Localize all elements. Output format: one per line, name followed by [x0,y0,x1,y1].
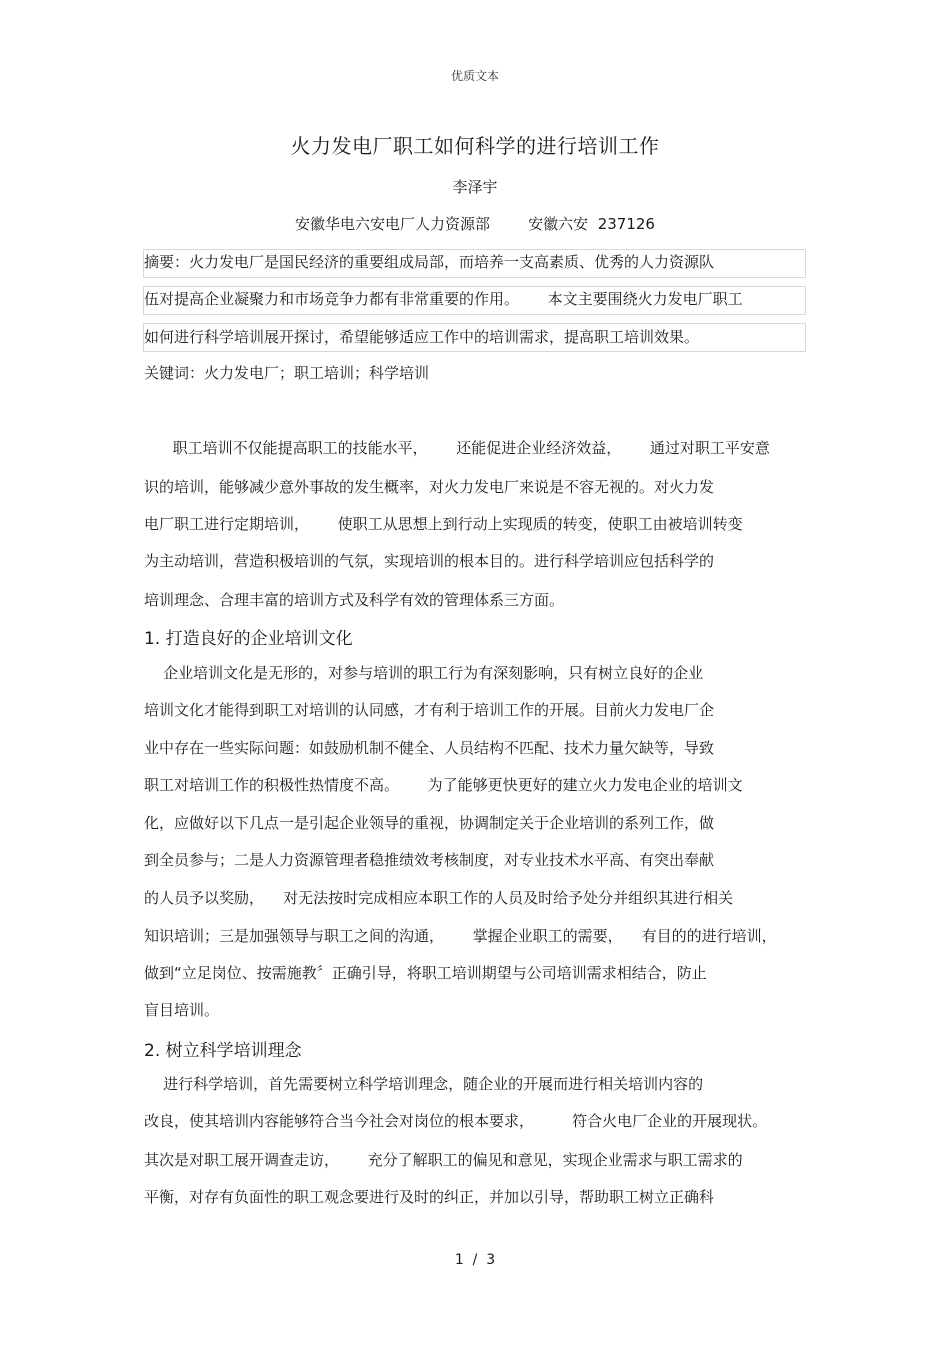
body-line: 其次是对职工展开调查走访， 充分了解职工的偏见和意见，实现企业需求与职工需求的 [144,1151,743,1169]
abstract-line: 如何进行科学培训展开探讨，希望能够适应工作中的培训需求，提高职工培训效果。 [144,328,700,346]
keywords: 关键词：火力发电厂；职工培训；科学培训 [144,364,430,382]
body-line: 改良，使其培训内容能够符合当今社会对岗位的根本要求， 符合火电厂企业的开展现状。 [144,1112,768,1130]
body-line: 职工培训不仅能提高职工的技能水平， 还能促进企业经济效益， 通过对职工平安意 [144,439,770,457]
author-name: 李泽宇 [452,178,498,196]
author-affiliation: 安徽华电六安电厂人力资源部 安徽六安 237126 [295,215,655,233]
body-line: 电厂职工进行定期培训， 使职工从思想上到行动上实现质的转变，使职工由被培训转变 [144,515,743,533]
body-line: 到全员参与；二是人力资源管理者稳推绩效考核制度，对专业技术水平高、有突出奉献 [144,851,715,869]
abstract-line: 摘要：火力发电厂是国民经济的重要组成局部，而培养一支高素质、优秀的人力资源队 [144,253,715,271]
document-title: 火力发电厂职工如何科学的进行培训工作 [290,134,660,158]
body-line: 识的培训，能够减少意外事故的发生概率，对火力发电厂来说是不容无视的。对火力发 [144,478,715,496]
body-line: 化，应做好以下几点一是引起企业领导的重视，协调制定关于企业培训的系列工作，做 [144,814,715,832]
body-line: 培训理念、合理丰富的培训方式及科学有效的管理体系三方面。 [144,591,565,609]
body-line: 的人员予以奖励， 对无法按时完成相应本职工作的人员及时给予处分并组织其进行相关 [144,889,734,907]
body-line: 业中存在一些实际问题：如鼓励机制不健全、人员结构不匹配、技术力量欠缺等，导致 [144,739,715,757]
page-header: 优质文本 [450,69,499,83]
section-heading: 1. 打造良好的企业培训文化 [144,629,353,649]
body-line: 知识培训；三是加强领导与职工之间的沟通， 掌握企业职工的需要， 有目的的进行培训， [144,927,777,945]
body-line: 职工对培训工作的积极性热情度不高。 为了能够更快更好的建立火力发电企业的培训文 [144,776,743,794]
abstract-line: 伍对提高企业凝聚力和市场竞争力都有非常重要的作用。 本文主要围绕火力发电厂职工 [144,290,743,308]
body-line: 进行科学培训，首先需要树立科学培训理念，随企业的开展而进行相关培训内容的 [144,1075,704,1093]
body-line: 做到“立足岗位、按需施教〞正确引导，将职工培训期望与公司培训需求相结合，防止 [144,964,707,982]
body-line: 培训文化才能得到职工对培训的认同感，才有利于培训工作的开展。目前火力发电厂企 [144,701,715,719]
body-line: 为主动培训，营造积极培训的气氛，实现培训的根本目的。进行科学培训应包括科学的 [144,552,715,570]
page-number: 1 / 3 [454,1252,496,1268]
section-heading: 2. 树立科学培训理念 [144,1041,302,1061]
body-line: 盲目培训。 [144,1001,220,1019]
body-line: 平衡，对存有负面性的职工观念要进行及时的纠正，并加以引导，帮助职工树立正确科 [144,1188,715,1206]
body-line: 企业培训文化是无形的，对参与培训的职工行为有深刻影响，只有树立良好的企业 [144,664,704,682]
